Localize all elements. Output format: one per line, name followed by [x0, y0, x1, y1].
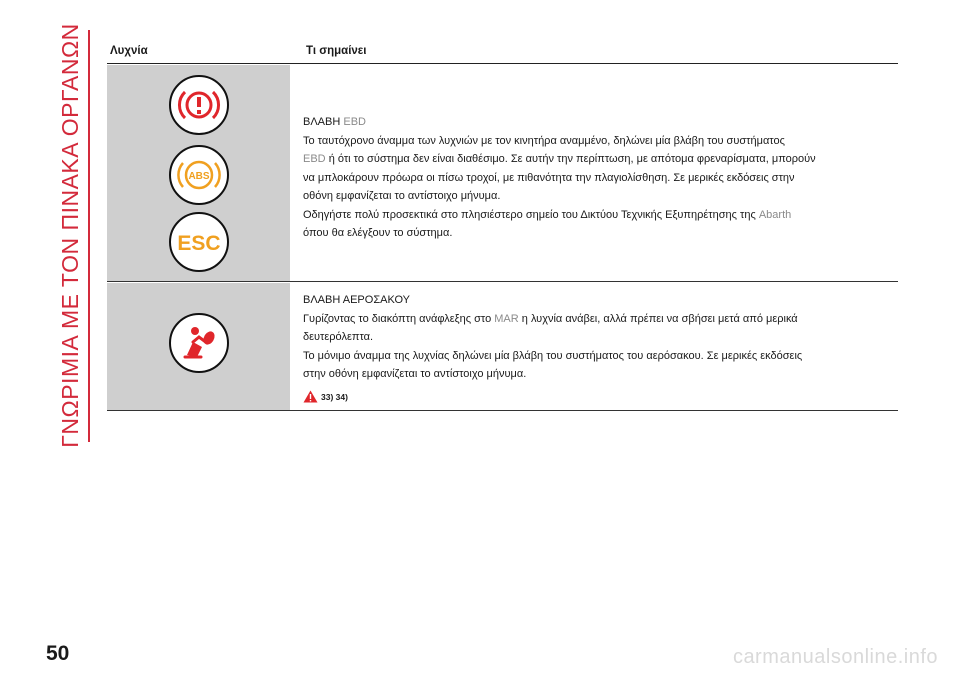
- icon-cell: [107, 283, 290, 410]
- brake-warning-icon: [169, 75, 229, 135]
- table-header: [107, 45, 898, 64]
- header-lamp: Λυχνία: [110, 45, 148, 57]
- description-ebd: ΒΛΑΒΗ EBD Το ταυτόχρονο άναμμα των λυχνιών με τον κινητήρα αναμμένο, δηλώνει μία βλάβη του συστήματος EBD ή ότι το σύστημα δεν είναι διαθέσιμο. Σε αυτήν την περίπτωση, με απότομα φρεναρίσματα, μπορούν να μπλοκάρουν πρόωρα οι πίσω τροχοί, με πιθανότητα την πλαγιολίσθηση. Σε μερικές εκδόσεις στην οθόνη εμφανίζεται το αντίστοιχο μήνυμα. Οδηγήστε πολύ προσεκτικά στο πλησιέστερο σημείο του Δικτύου Τεχνικής Εξυπηρέτησης της Abarth όπου θα ελέγξουν το σύστημα.: [303, 113, 898, 243]
- airbag-icon: [169, 313, 229, 373]
- table-row-ebd: [107, 65, 898, 282]
- page-number: 50: [46, 642, 70, 665]
- fault-title: ΒΛΑΒΗ ΑΕΡΟΣΑΚΟΥ: [303, 294, 410, 306]
- reference-notes: 33) 34): [303, 388, 898, 407]
- table-row-airbag: [107, 283, 898, 411]
- esc-icon: [169, 212, 229, 272]
- abs-label: ABS: [188, 171, 210, 182]
- esc-label: ESC: [177, 232, 221, 255]
- description-airbag: ΒΛΑΒΗ ΑΕΡΟΣΑΚΟΥ Γυρίζοντας το διακόπτη ανάφλεξης στο MAR η λυχνία ανάβει, αλλά πρέπει να σβήσει μετά από μερικά δευτερόλεπτα. Το μόνιμο άναμμα της λυχνίας δηλώνει μία βλάβη του συστήματος του αερόσακου. Σε μερικές εκδόσεις στην οθόνη εμφανίζεται το αντίστοιχο μήνυμα. 33) 34): [303, 291, 898, 406]
- icon-cell: [107, 65, 290, 281]
- fault-title: ΒΛΑΒΗ EBD: [303, 116, 366, 128]
- side-section-title: ΓΝΩΡΙΜΙΑ ΜΕ ΤΟΝ ΠΙΝΑΚΑ ΟΡΓΑΝΩΝ: [56, 22, 83, 448]
- header-meaning: Τι σημαίνει: [306, 45, 367, 57]
- side-rule: [88, 30, 90, 442]
- abs-icon: [169, 145, 229, 205]
- brand-name: Abarth: [758, 208, 792, 221]
- watermark: carmanualsonline.info: [732, 646, 938, 668]
- warning-triangle-icon: [303, 390, 318, 403]
